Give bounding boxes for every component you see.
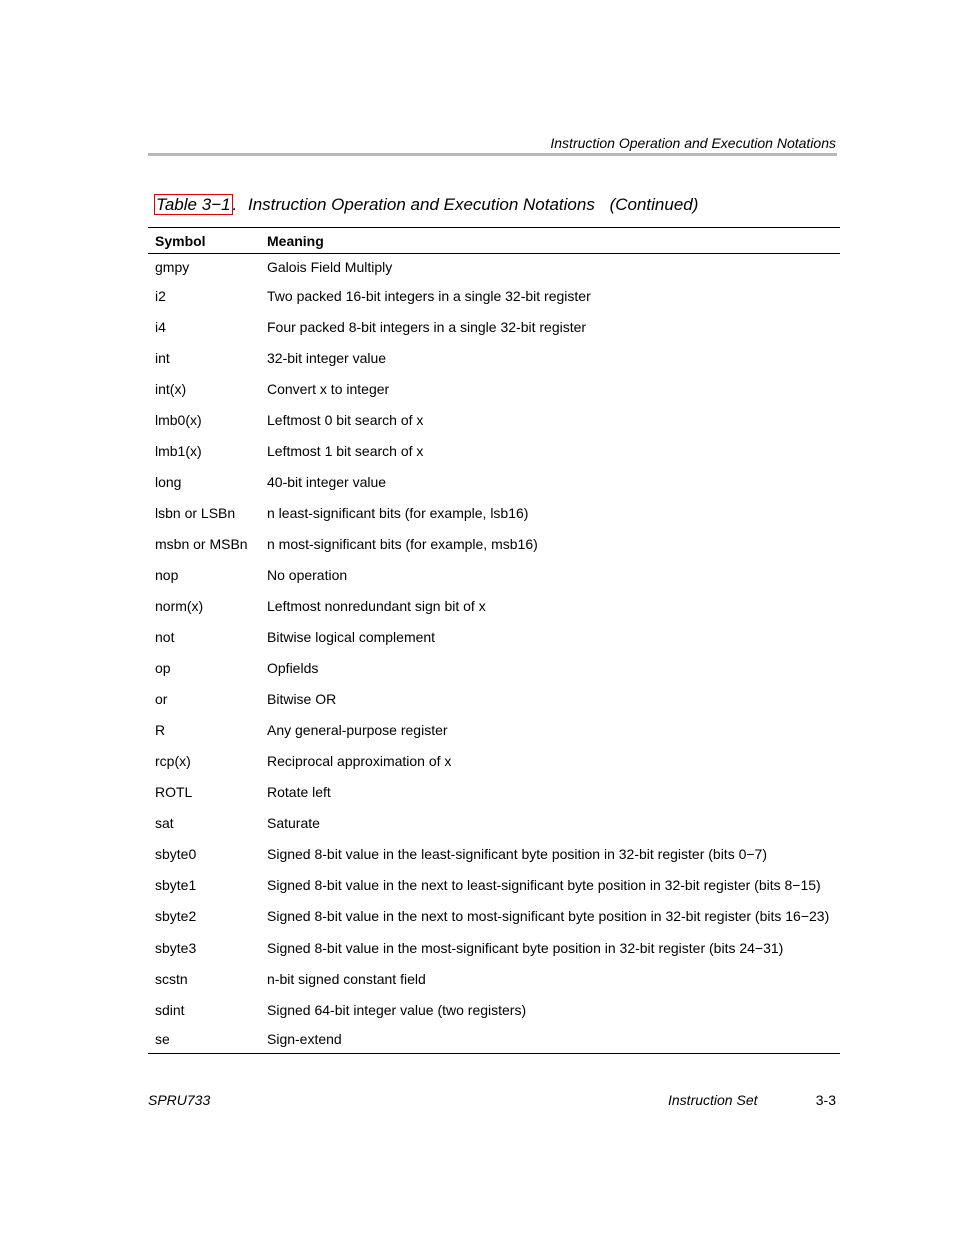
column-header-meaning: Meaning xyxy=(267,232,324,249)
column-header-symbol: Symbol xyxy=(155,232,206,249)
table-row xyxy=(148,870,840,901)
table-row xyxy=(148,528,840,559)
meaning-cell: n most-significant bits (for example, msb16) xyxy=(267,535,538,552)
symbol-cell: sbyte1 xyxy=(155,877,197,894)
meaning-cell: Two packed 16-bit integers in a single 32-bit register xyxy=(267,287,591,304)
table-row xyxy=(148,435,840,466)
table-row xyxy=(148,901,840,932)
symbol-cell: i2 xyxy=(155,287,166,304)
symbol-cell: op xyxy=(155,660,171,677)
table-row xyxy=(148,1025,840,1053)
table-reference-link[interactable]: Table 3−1 xyxy=(156,195,231,214)
table-row xyxy=(148,653,840,684)
symbol-cell: gmpy xyxy=(155,259,190,275)
footer-page-number: 3-3 xyxy=(815,1092,836,1108)
symbol-cell: int xyxy=(155,349,170,366)
table-row xyxy=(148,280,840,311)
symbol-cell: rcp(x) xyxy=(155,753,191,770)
symbol-cell: lsbn or LSBn xyxy=(155,504,236,521)
meaning-cell: Four packed 8-bit integers in a single 32-bit register xyxy=(267,318,587,335)
table-row xyxy=(148,994,840,1025)
symbol-cell: long xyxy=(155,473,182,490)
meaning-cell: Leftmost nonredundant sign bit of x xyxy=(267,597,486,614)
symbol-cell: int(x) xyxy=(155,380,187,397)
symbol-cell: se xyxy=(155,1031,170,1048)
symbol-cell: scstn xyxy=(155,970,188,987)
symbol-cell: sbyte0 xyxy=(155,846,197,863)
table-row xyxy=(148,746,840,777)
symbol-cell: ROTL xyxy=(155,784,193,801)
symbol-cell: sbyte3 xyxy=(155,939,197,956)
caption-title: Instruction Operation and Execution Notations xyxy=(248,195,595,214)
table-row xyxy=(148,466,840,497)
meaning-cell: Reciprocal approximation of x xyxy=(267,753,452,770)
table-row xyxy=(148,497,840,528)
table-row xyxy=(148,559,840,590)
meaning-cell: Sign-extend xyxy=(267,1031,342,1048)
table-row xyxy=(148,590,840,621)
meaning-cell: Opfields xyxy=(267,660,319,677)
table-body xyxy=(148,254,840,1053)
symbol-cell: nop xyxy=(155,566,179,583)
table-row xyxy=(148,622,840,653)
meaning-cell: Any general-purpose register xyxy=(267,722,448,739)
table-row xyxy=(148,715,840,746)
caption-separator: . xyxy=(232,195,238,214)
table-row xyxy=(148,404,840,435)
table-row xyxy=(148,808,840,839)
meaning-cell: Bitwise logical complement xyxy=(267,629,436,646)
meaning-cell: Bitwise OR xyxy=(267,691,337,708)
meaning-cell: Saturate xyxy=(267,815,320,832)
running-header: Instruction Operation and Execution Notations xyxy=(550,135,836,151)
table-caption xyxy=(154,194,698,216)
table-row xyxy=(148,932,840,963)
meaning-cell: Convert x to integer xyxy=(267,380,390,397)
meaning-cell: Signed 8-bit value in the least-significant byte position in 32-bit register (bits 0−7) xyxy=(267,846,767,863)
meaning-cell: Signed 8-bit value in the next to most-significant byte position in 32-bit register (bits 16−23) xyxy=(267,908,830,925)
footer-doc-id: SPRU733 xyxy=(148,1092,211,1108)
symbol-cell: norm(x) xyxy=(155,597,204,614)
table-row xyxy=(148,342,840,373)
meaning-cell: Galois Field Multiply xyxy=(267,259,393,275)
meaning-cell: Signed 8-bit value in the next to least-significant byte position in 32-bit register (bits 8−15) xyxy=(267,877,821,894)
table-header-row xyxy=(148,228,840,254)
symbol-cell: sat xyxy=(155,815,174,832)
meaning-cell: n least-significant bits (for example, lsb16) xyxy=(267,504,529,521)
symbol-cell: not xyxy=(155,629,175,646)
meaning-cell: Signed 64-bit integer value (two registers) xyxy=(267,1001,527,1018)
table-row xyxy=(148,777,840,808)
meaning-cell: Leftmost 0 bit search of x xyxy=(267,411,424,428)
meaning-cell: Rotate left xyxy=(267,784,331,801)
table-row xyxy=(148,311,840,342)
table-row xyxy=(148,254,840,280)
meaning-cell: Leftmost 1 bit search of x xyxy=(267,442,424,459)
table-row xyxy=(148,373,840,404)
table-row xyxy=(148,963,840,994)
symbol-cell: sbyte2 xyxy=(155,908,197,925)
symbol-cell: lmb0(x) xyxy=(155,411,202,428)
caption-continued: (Continued) xyxy=(609,195,699,214)
meaning-cell: n-bit signed constant field xyxy=(267,970,426,987)
symbol-cell: lmb1(x) xyxy=(155,442,202,459)
table-row xyxy=(148,839,840,870)
notations-table xyxy=(148,227,840,1054)
symbol-cell: msbn or MSBn xyxy=(155,535,248,552)
meaning-cell: 32-bit integer value xyxy=(267,349,387,366)
symbol-cell: i4 xyxy=(155,318,166,335)
table-row xyxy=(148,684,840,715)
symbol-cell: R xyxy=(155,722,166,739)
symbol-cell: sdint xyxy=(155,1001,185,1018)
header-rule xyxy=(148,153,837,156)
meaning-cell: 40-bit integer value xyxy=(267,473,387,490)
symbol-cell: or xyxy=(155,691,168,708)
meaning-cell: Signed 8-bit value in the most-significant byte position in 32-bit register (bits 24−31) xyxy=(267,939,784,956)
meaning-cell: No operation xyxy=(267,566,348,583)
footer-section-title: Instruction Set xyxy=(668,1092,758,1108)
